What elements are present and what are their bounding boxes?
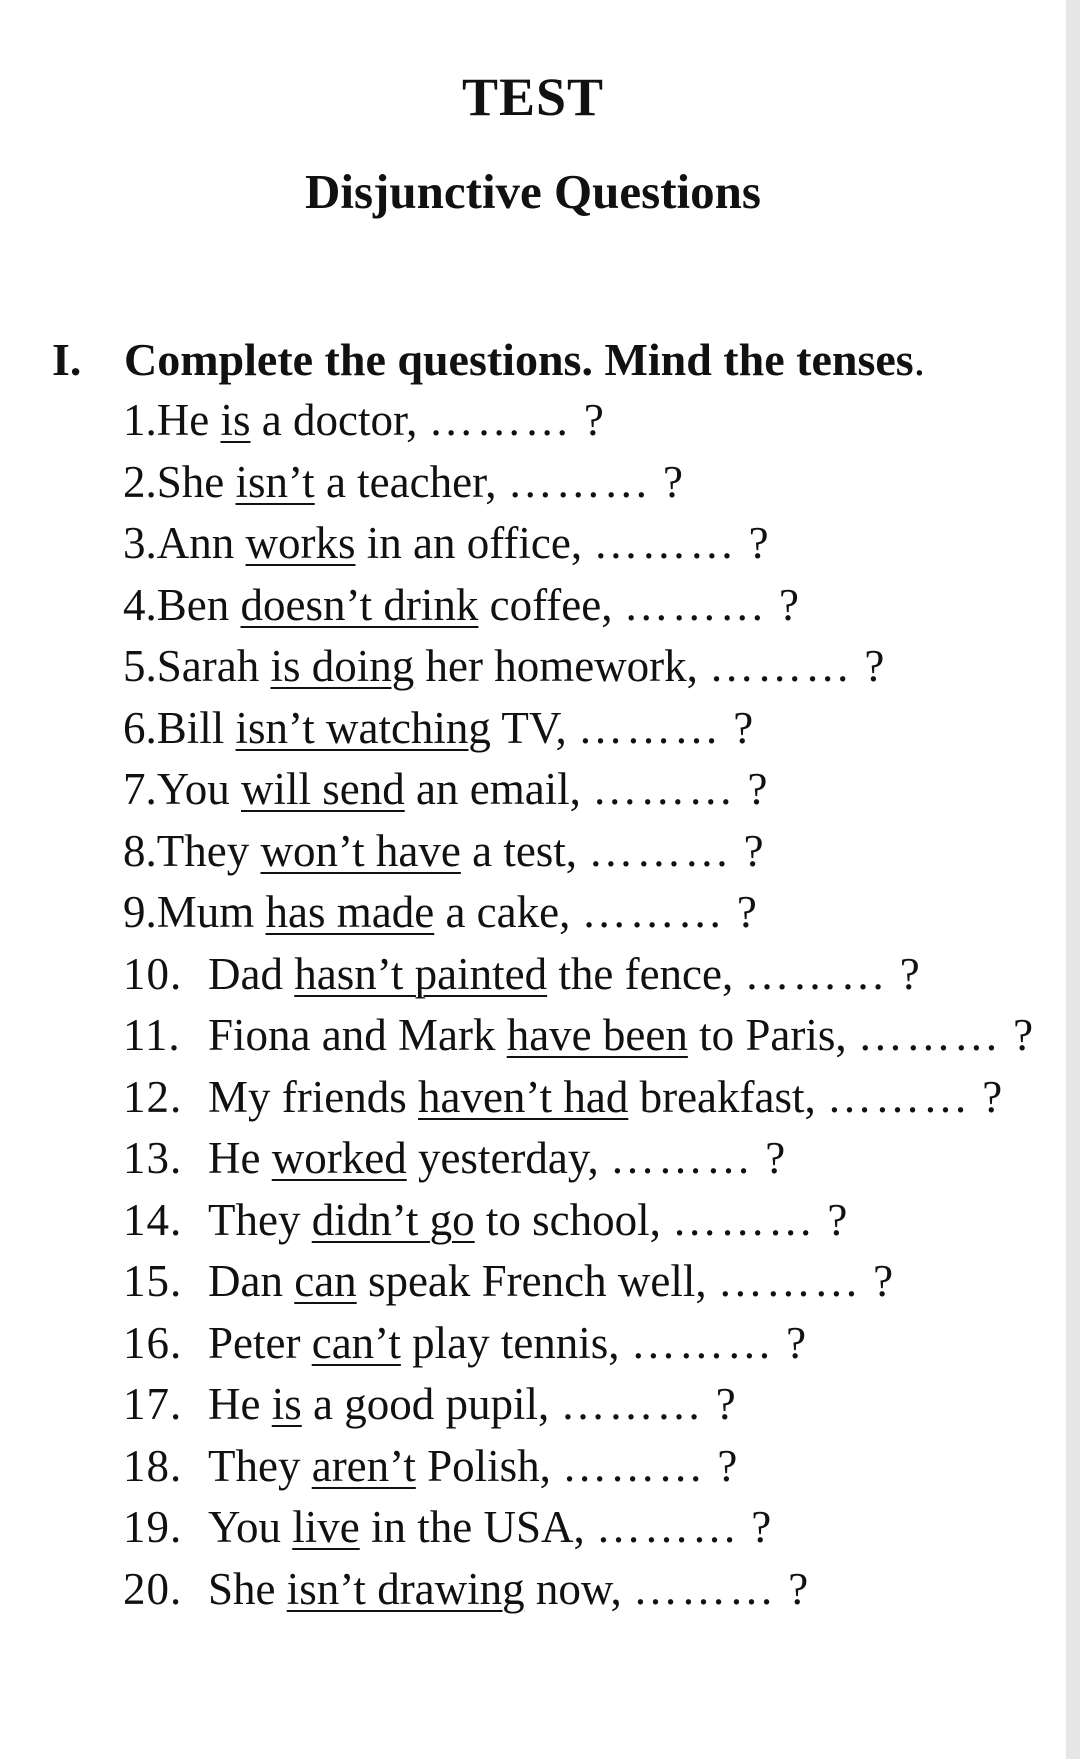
question-mark: ? <box>1013 1010 1034 1060</box>
answer-blank[interactable]: ……… <box>428 395 573 445</box>
question-subject: Dad <box>208 948 295 999</box>
question-mark: ? <box>747 764 768 814</box>
question-subject: You <box>156 764 241 814</box>
question-subject: Bill <box>156 702 236 753</box>
question-verb: isn’t drawing <box>286 1563 525 1614</box>
question-subject: They <box>208 1194 312 1245</box>
page-title: TEST <box>461 67 605 127</box>
question-number: 3. <box>123 518 157 568</box>
question-mark: ? <box>899 948 920 999</box>
question-verb: isn’t watching <box>235 702 491 753</box>
answer-blank[interactable]: ……… <box>857 1010 1002 1060</box>
question-subject: She <box>208 1563 287 1614</box>
question-mark: ? <box>786 1317 807 1368</box>
question-rest: Polish, <box>415 1440 563 1491</box>
question-item <box>123 882 1033 944</box>
question-verb: is doing <box>270 641 415 691</box>
question-mark: ? <box>663 456 683 507</box>
question-subject: She <box>156 456 236 507</box>
question-mark: ? <box>788 1563 809 1614</box>
question-verb: is <box>220 395 251 445</box>
question-item <box>123 944 1033 1006</box>
question-number: 16. <box>123 1317 183 1368</box>
question-subject: Ben <box>156 579 241 630</box>
question-item <box>123 1374 1033 1436</box>
question-rest: in the USA, <box>359 1502 596 1552</box>
section-number: I. <box>52 334 82 385</box>
question-subject: Ann <box>156 518 246 568</box>
question-number: 13. <box>123 1133 183 1183</box>
question-mark: ? <box>864 641 885 691</box>
question-number: 8. <box>123 825 157 876</box>
question-subject: My friends <box>208 1071 418 1122</box>
question-rest: play tennis, <box>400 1317 631 1368</box>
question-number: 18. <box>123 1440 183 1491</box>
question-number: 14. <box>123 1194 183 1245</box>
question-verb: haven’t had <box>417 1071 629 1122</box>
question-number: 15. <box>123 1256 183 1306</box>
question-mark: ? <box>827 1194 848 1245</box>
question-number: 7. <box>123 764 157 814</box>
question-rest: a cake, <box>434 887 582 937</box>
answer-blank[interactable]: ……… <box>630 1317 775 1368</box>
question-verb: can’t <box>311 1317 401 1368</box>
question-number: 20. <box>123 1563 183 1614</box>
section-heading <box>52 333 925 386</box>
question-subject: Dan <box>208 1256 295 1306</box>
question-rest: the fence, <box>547 948 745 999</box>
question-verb: is <box>271 1379 302 1429</box>
question-verb: doesn’t drink <box>240 579 479 630</box>
question-number: 5. <box>123 641 157 691</box>
question-subject: You <box>208 1502 293 1552</box>
question-mark: ? <box>748 518 769 568</box>
question-mark: ? <box>873 1256 894 1306</box>
answer-blank[interactable]: ……… <box>507 456 652 507</box>
answer-blank[interactable]: ……… <box>672 1194 817 1245</box>
answer-blank[interactable]: ……… <box>827 1071 971 1122</box>
question-item <box>123 1067 1033 1129</box>
answer-blank[interactable]: ……… <box>709 641 854 691</box>
question-rest: a test, <box>460 825 589 876</box>
question-rest: a good pupil, <box>301 1379 561 1429</box>
question-verb: live <box>292 1502 360 1552</box>
question-item <box>123 1559 1033 1621</box>
question-subject: He <box>156 395 221 445</box>
answer-blank[interactable]: ……… <box>593 518 738 568</box>
question-mark: ? <box>743 825 764 876</box>
section-period: . <box>913 334 926 385</box>
question-item <box>123 1005 1033 1067</box>
question-rest: yesterday, <box>406 1133 610 1183</box>
question-number: 12. <box>123 1071 183 1122</box>
question-rest: to Paris, <box>687 1010 858 1060</box>
question-rest: breakfast, <box>628 1071 827 1122</box>
question-item <box>123 575 1033 637</box>
question-item <box>123 1497 1033 1559</box>
question-rest: her homework, <box>414 641 710 691</box>
question-subject: They <box>156 825 261 876</box>
question-verb: hasn’t painted <box>294 948 548 999</box>
question-rest: in an office, <box>355 518 594 568</box>
question-number: 1. <box>123 395 157 445</box>
question-mark: ? <box>751 1502 772 1552</box>
question-rest: now, <box>524 1563 633 1614</box>
question-rest: to school, <box>474 1194 673 1245</box>
question-rest: a doctor, <box>250 395 429 445</box>
question-item <box>123 452 1033 514</box>
question-rest: speak French well, <box>356 1256 718 1306</box>
question-verb: can <box>294 1256 357 1306</box>
question-item <box>123 1251 1033 1313</box>
answer-blank[interactable]: ……… <box>562 1440 707 1491</box>
question-item <box>123 821 1033 883</box>
question-item <box>123 390 1033 452</box>
question-verb: won’t have <box>260 825 461 876</box>
question-rest: an email, <box>404 764 593 814</box>
answer-blank[interactable]: ……… <box>623 579 768 630</box>
question-verb: works <box>245 518 356 568</box>
question-item <box>123 636 1033 698</box>
question-rest: a teacher, <box>314 456 508 507</box>
question-mark: ? <box>736 887 757 937</box>
question-subject: They <box>208 1440 312 1491</box>
question-number: 4. <box>123 579 157 630</box>
question-mark: ? <box>982 1071 1003 1122</box>
question-item <box>123 1128 1033 1190</box>
answer-blank[interactable]: ……… <box>560 1379 705 1429</box>
answer-blank[interactable]: ……… <box>588 825 733 876</box>
question-subject: Mum <box>156 887 266 937</box>
answer-blank[interactable]: ……… <box>581 887 726 937</box>
question-subject: He <box>208 1379 272 1429</box>
question-item <box>123 759 1033 821</box>
question-number: 10. <box>123 948 183 999</box>
question-mark: ? <box>717 1440 738 1491</box>
question-subject: Peter <box>208 1317 312 1368</box>
question-verb: isn’t <box>235 456 315 507</box>
question-number: 11. <box>123 1010 181 1060</box>
answer-blank[interactable]: ……… <box>592 764 737 814</box>
question-number: 19. <box>123 1502 183 1552</box>
question-mark: ? <box>583 395 604 445</box>
answer-blank[interactable]: ……… <box>595 1502 740 1552</box>
question-number: 2. <box>123 456 157 507</box>
question-number: 17. <box>123 1379 183 1429</box>
question-number: 9. <box>123 887 157 937</box>
question-item <box>123 513 1033 575</box>
scan-edge <box>1066 0 1080 1759</box>
question-verb: will send <box>241 764 405 814</box>
question-verb: has made <box>265 887 435 937</box>
question-verb: didn’t go <box>311 1194 475 1245</box>
question-verb: have been <box>506 1010 688 1060</box>
question-mark: ? <box>765 1133 786 1183</box>
page-subtitle: Disjunctive Questions <box>304 164 761 219</box>
answer-blank[interactable]: ……… <box>578 702 723 753</box>
section-instruction: Complete the questions. Mind the tenses <box>124 334 914 385</box>
question-subject: Fiona and Mark <box>208 1010 507 1060</box>
question-item <box>123 1313 1033 1375</box>
question-subject: He <box>208 1133 272 1183</box>
question-item <box>123 1436 1033 1498</box>
question-rest: TV, <box>490 702 579 753</box>
question-number: 6. <box>123 702 157 753</box>
question-item <box>123 698 1033 760</box>
answer-blank[interactable]: ……… <box>632 1563 777 1614</box>
question-mark: ? <box>733 702 754 753</box>
question-rest: coffee, <box>478 579 624 630</box>
question-mark: ? <box>715 1379 736 1429</box>
answer-blank[interactable]: ……… <box>744 948 889 999</box>
answer-blank[interactable]: ……… <box>609 1133 754 1183</box>
answer-blank[interactable]: ……… <box>717 1256 862 1306</box>
question-verb: aren’t <box>311 1440 416 1491</box>
question-item <box>123 1190 1033 1252</box>
question-subject: Sarah <box>156 641 271 691</box>
question-verb: worked <box>271 1133 407 1183</box>
question-list <box>123 390 1033 1620</box>
question-mark: ? <box>778 579 799 630</box>
